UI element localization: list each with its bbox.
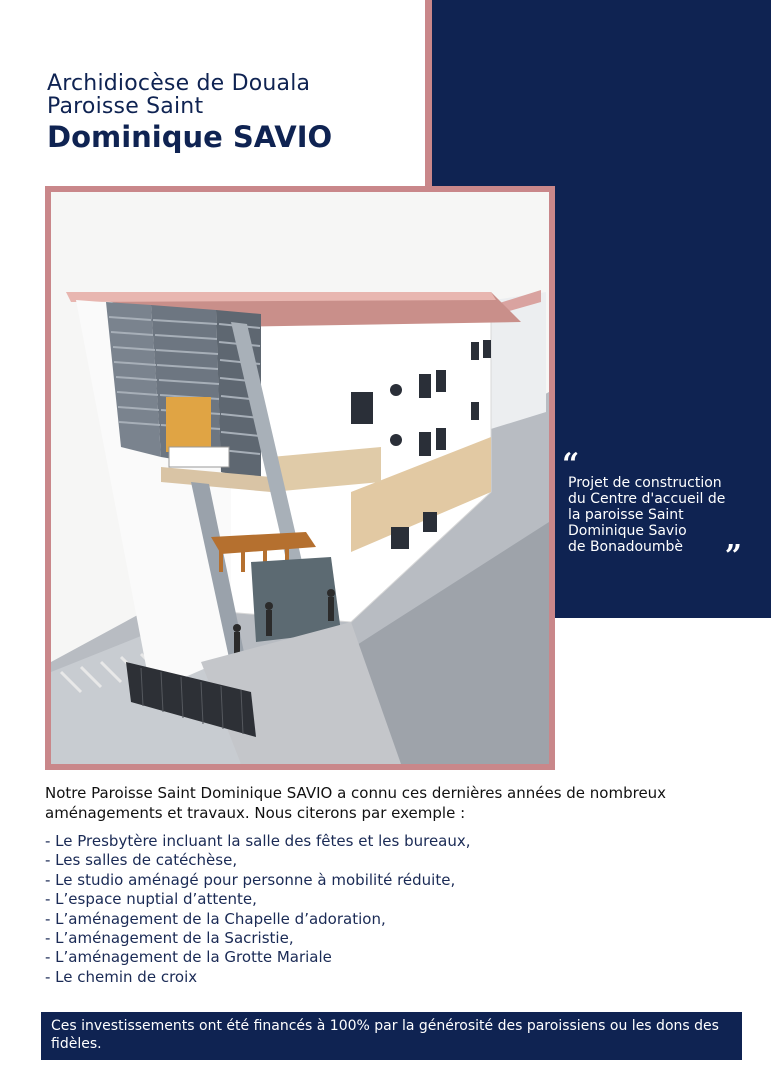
page-title xyxy=(47,72,332,155)
intro-paragraph: Notre Paroisse Saint Dominique SAVIO a connu ces dernières années de nombreux aménagements et travaux. Nous citerons par exemple : xyxy=(45,784,667,822)
title-line-2: Paroisse Saint xyxy=(47,94,204,119)
list-item: - L’espace nuptial d’attente, xyxy=(45,890,257,909)
quote-line: du Centre d'accueil de xyxy=(568,491,726,507)
quote-line: Projet de construction xyxy=(568,475,722,491)
list-item: - L’aménagement de la Chapelle d’adoration, xyxy=(45,909,386,928)
list-item: - L’aménagement de la Grotte Mariale xyxy=(45,948,332,967)
title-line-1: Archidiocèse de Douala xyxy=(47,71,311,96)
list-item: - Le studio aménagé pour personne à mobilité réduite, xyxy=(45,870,456,889)
quote-close-icon: ” xyxy=(724,539,742,574)
project-quote xyxy=(562,447,762,574)
photo-frame xyxy=(45,186,555,770)
list-item: - Le Presbytère incluant la salle des fêtes et les bureaux, xyxy=(45,832,471,850)
funding-note: Ces investissements ont été financés à 100% par la générosité des paroissiens ou les dons des fidèles. xyxy=(41,1012,742,1060)
building-rendering-icon xyxy=(51,192,549,764)
works-list xyxy=(45,832,471,987)
list-item: - Le chemin de croix xyxy=(45,967,198,986)
list-item: - Les salles de catéchèse, xyxy=(45,851,238,870)
rose-accent-bar xyxy=(425,0,432,186)
quote-line: Dominique Savio xyxy=(568,523,687,539)
quote-open-icon: “ xyxy=(562,447,580,482)
quote-line: la paroisse Saint xyxy=(568,507,684,523)
list-item: - L’aménagement de la Sacristie, xyxy=(45,929,294,948)
quote-line: de Bonadoumbè xyxy=(568,539,684,555)
title-line-3: Dominique SAVIO xyxy=(47,120,333,154)
